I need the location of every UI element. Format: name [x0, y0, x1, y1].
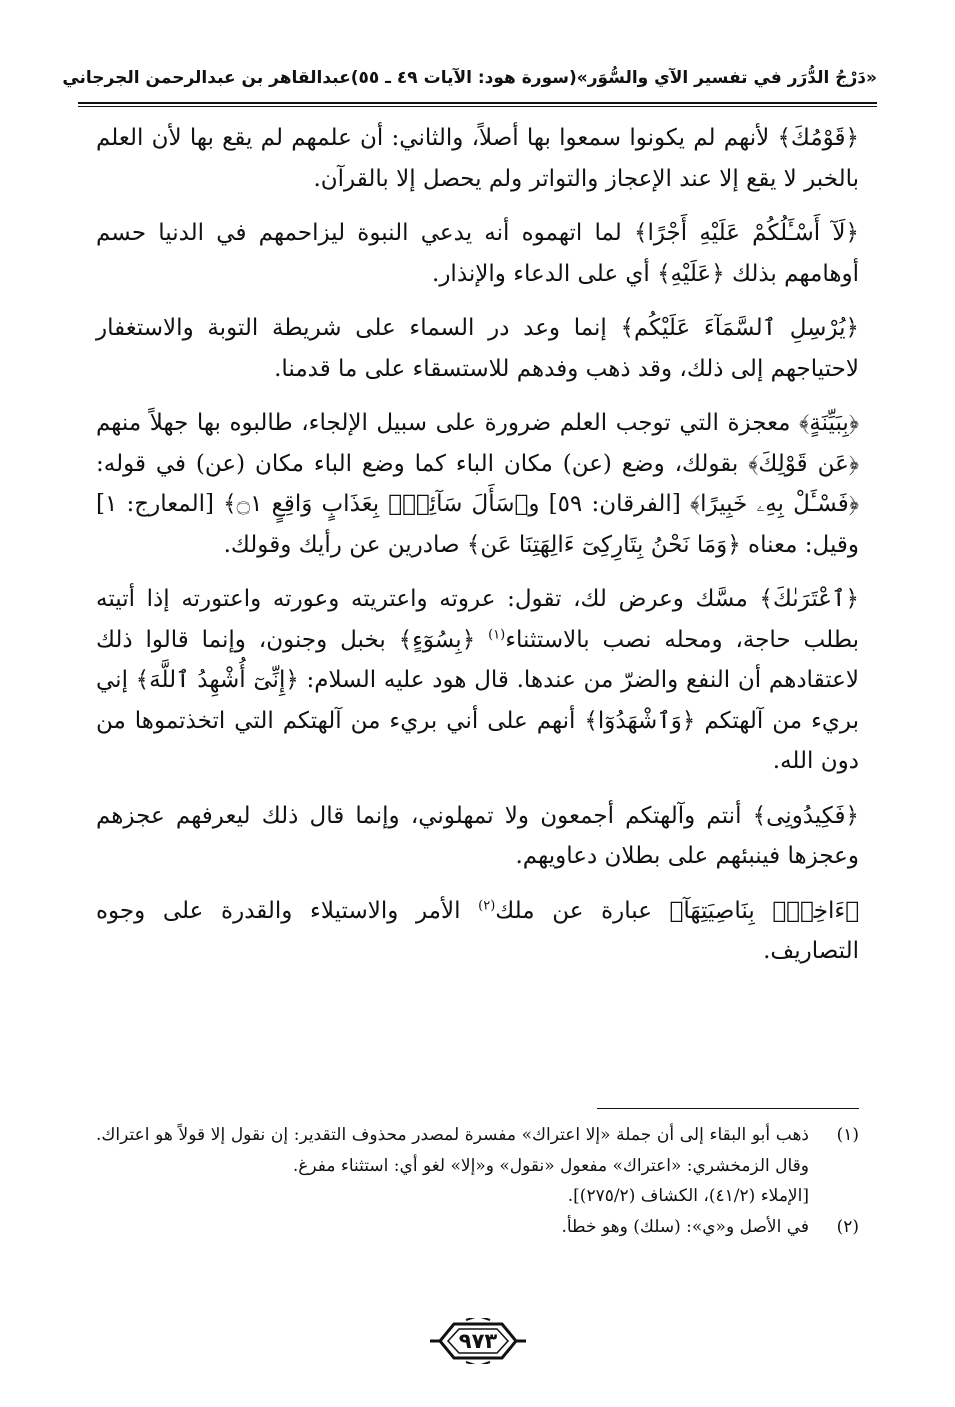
- author-name: عبدالقاهر بن عبدالرحمن الجرجاني: [62, 68, 351, 88]
- paragraph-5: [96, 579, 859, 782]
- footnote-line: في الأصل و«ي»: (سلك) وهو خطأ.: [561, 1216, 809, 1237]
- footnote-body: [96, 1212, 809, 1243]
- paragraph-2: ﴿لَآ أَسْـَٔلُكُمْ عَلَيْهِ أَجْرًا﴾ لما اتهموه أنه يدعي النبوة ليزاحمهم في الدنيا حسم أوهامهم بذلك ﴿عَلَيْهِ﴾ أي على الدعاء والإنذار.: [96, 220, 859, 287]
- footnote-ref-1[interactable]: (١): [488, 626, 506, 642]
- page-number-ornament: [426, 1318, 530, 1364]
- paragraph-7: [96, 891, 859, 972]
- paragraph-4: ﴿بِبَيِّنَةٍ﴾ معجزة التي توجب العلم ضرورة على سبيل الإلجاء، طالبوه بها جهلاً منهم ﴿عَن قَوْلِكَ﴾ بقولك، وضع (عن) مكان الباء كما وضع الباء مكان (عن) في قوله: ﴿فَسْـَٔلْ بِهِۦ خَبِيرًا﴾ [الفرقان: ٥٩] و﴿سَأَلَ سَآئِلٌۢ بِعَذَابٍ وَاقِعٍ ۝١﴾ [المعارج: ١] وقيل: معناه ﴿وَمَا نَحْنُ بِتَارِكِىٓ ءَالِهَتِنَا عَن﴾ صادرين عن رأيك وقولك.: [96, 410, 859, 558]
- surah-info: (سورة هود: الآيات ٤٩ ـ ٥٥): [350, 68, 577, 88]
- footnote-ref-2[interactable]: (٢): [478, 897, 496, 913]
- main-text: [96, 118, 859, 986]
- footnote-body: [96, 1120, 809, 1212]
- footnote-number: (٢): [836, 1216, 859, 1237]
- paragraph-7-text: ﴿ءَاخِذٌۢ بِنَاصِيَتِهَآ﴾ عبارة عن ملك: [495, 897, 859, 924]
- footnote-2: [96, 1212, 859, 1243]
- paragraph-5-cont: ﴿بِسُوٓءٍ﴾ بخبل وجنون، وإنما قالوا ذلك لاعتقادهم أن النفع والضرّ من عندها. قال هود عليه السلام: ﴿إِنِّىٓ أُشْهِدُ ٱللَّهَ﴾ إني بريء من آلهتكم ﴿وَٱشْهَدُوٓا﴾ أنهم على أني بريء من آلهتكم التي اتخذتموها من دون الله.: [96, 626, 859, 774]
- footnotes: [96, 1120, 859, 1242]
- footnote-number: (١): [836, 1125, 859, 1145]
- footnote-line: [الإملاء (٤١/٢)، الكشاف (٢٧٥/٢)].: [567, 1186, 809, 1206]
- paragraph-3: ﴿يُرْسِلِ ٱلسَّمَآءَ عَلَيْكُم﴾ إنما وعد در السماء على شريطة التوبة والاستغفار لاحتياجهم إلى ذلك، وقد ذهب وفدهم للاستسقاء على ما قدمنا.: [96, 315, 859, 382]
- paragraph-1: ﴿قَوْمُكَ﴾ لأنهم لم يكونوا سمعوا بها أصلاً، والثاني: أن علمهم لم يقع بها لأن العلم بالخبر لا يقع إلا عند الإعجاز والتواتر ولم يحصل إلا بالقرآن.: [96, 125, 859, 192]
- paragraph-7-cont: الأمر والاستيلاء والقدرة على وجوه التصاريف.: [96, 897, 859, 964]
- header-rule-thin: [78, 106, 877, 107]
- paragraph-6: ﴿فَكِيدُونِى﴾ أنتم وآلهتكم أجمعون ولا تمهلوني، وإنما قال ذلك ليعرفهم عجزهم وعجزها فينبئهم على بطلان دعاويهم.: [96, 802, 859, 869]
- footnote-line: ذهب أبو البقاء إلى أن جملة «إلا اعتراك» مفسرة لمصدر محذوف التقدير: إن نقول إلا قولاً هو اعتراك. وقال الزمخشري: «اعتراك» مفعول «نقول» و«إلا» لغو أي: استثناء مفرغ.: [96, 1125, 809, 1176]
- header-rule: [78, 102, 877, 104]
- page-number: ٩٧٣: [458, 1329, 498, 1353]
- footnote-1: [96, 1120, 859, 1212]
- paragraph-5-text: ﴿ٱعْتَرَىٰكَ﴾ مسَّك وعرض لك، تقول: عروته واعتريته وعورته واعتورته إذا أتيته بطلب حاجة، ومحله نصب بالاستثناء: [96, 586, 859, 653]
- footnote-separator: [597, 1108, 859, 1109]
- book-title: «دَرْجُ الدُّرَر في تفسير الآي والسُّوَر»: [576, 68, 877, 88]
- running-header: [62, 58, 877, 98]
